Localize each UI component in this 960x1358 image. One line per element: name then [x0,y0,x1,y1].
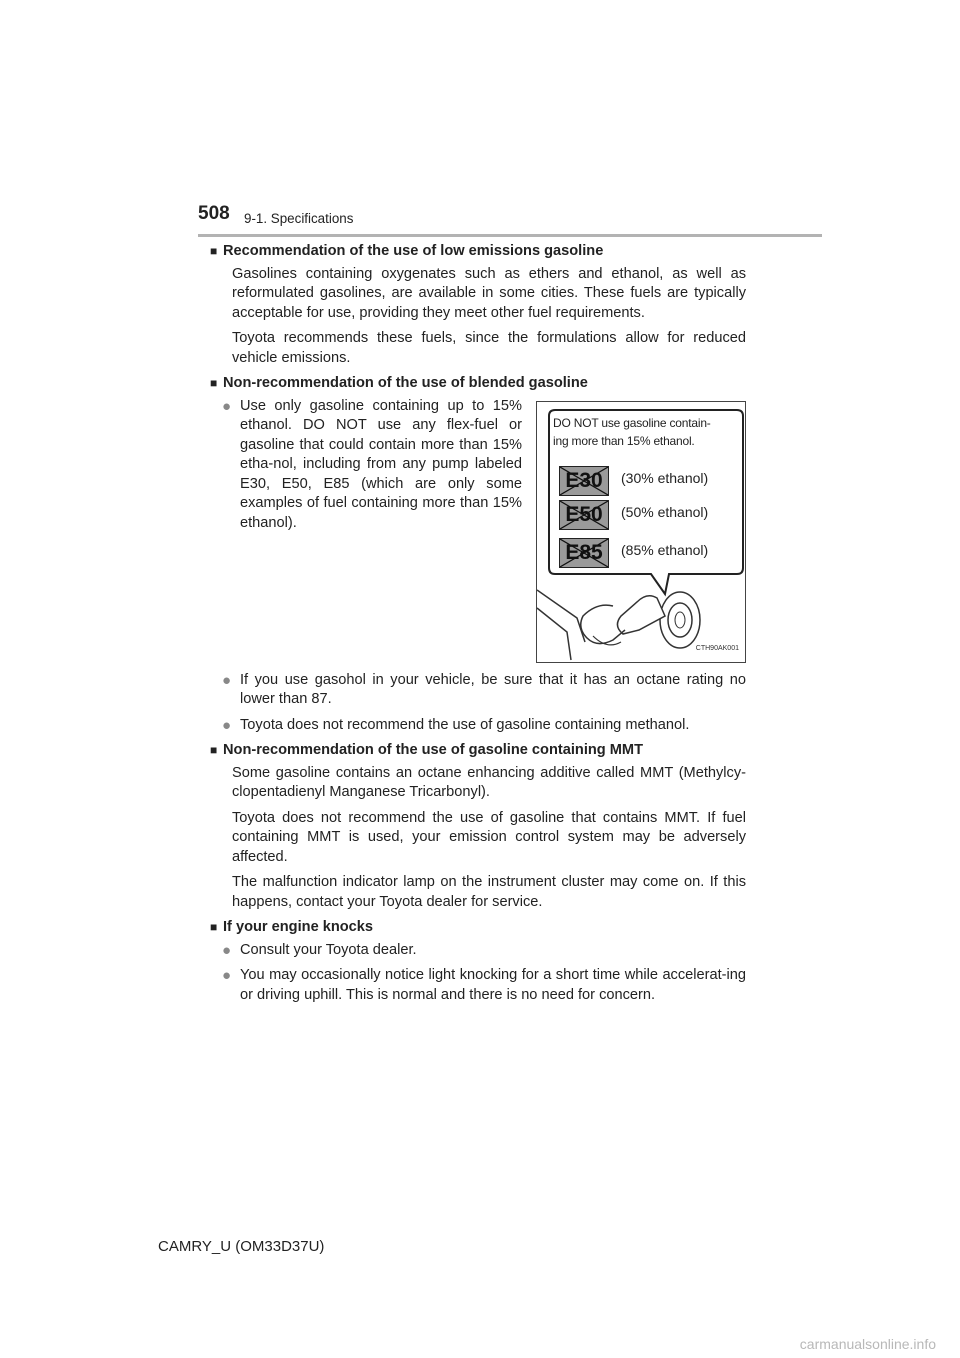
paragraph: Some gasoline contains an octane enhancing additive called MMT (Methylcy-clopentadienyl Manganese Tricarbonyl). [232,764,746,800]
bullet-with-figure [210,397,746,663]
heading-knock: ■ If your engine knocks [210,918,746,938]
circle-bullet-icon: ● [222,716,232,734]
page-number: 508 [198,203,230,224]
ethanol-warning-figure [536,401,746,663]
section-title: 9-1. Specifications [244,211,354,226]
circle-bullet-icon: ● [222,671,232,689]
page-content [210,242,746,1011]
square-bullet-icon: ■ [210,244,218,258]
circle-bullet-icon: ● [222,397,232,415]
paragraph: Toyota does not recommend the use of gasoline that contains MMT. If fuel containing MMT is used, your emission control system may be adversely affected. [232,809,746,865]
watermark: carmanualsonline.info [799,1336,936,1352]
figure-id: CTH90AK001 [695,645,739,652]
heading-low-emissions: ■ Recommendation of the use of low emissions gasoline [210,242,746,262]
list-item: ● Toyota does not recommend the use of gasoline containing methanol. [222,716,690,734]
circle-bullet-icon: ● [222,941,232,959]
list-item: ● If you use gasohol in your vehicle, be sure that it has an octane rating no lower than 87. [222,671,746,707]
square-bullet-icon: ■ [210,376,218,390]
circle-bullet-icon: ● [222,967,232,984]
figure-callout: DO NOT use gasoline contain- ing more than 15% ethanol. [553,415,711,448]
square-bullet-icon: ■ [210,920,218,934]
list-item: ● Consult your Toyota dealer. [222,941,417,959]
fuel-code-description: (50% ethanol) [621,503,709,520]
paragraph: The malfunction indicator lamp on the instrument cluster may come on. If this happens, contact your Toyota dealer for service. [232,874,746,910]
fuel-code-e30: E30 [559,466,609,496]
fuel-code-description: (30% ethanol) [621,469,709,486]
paragraph: Toyota recommends these fuels, since the formulations allow for reduced vehicle emissions. [232,330,746,366]
fuel-code-description: (85% ethanol) [621,541,709,558]
list-item: ● Use only gasoline containing up to 15% ethanol. DO NOT use any flex-fuel or gasoline that could contain more than 15% etha-nol, including from any pump labeled E30, E50, E85 (which are only some examples of fuel containing more than 15% ethanol). [222,397,522,531]
paragraph: Gasolines containing oxygenates such as ethers and ethanol, as well as reformulated gasolines, are available in some cities. These fuels are typically acceptable for use, providing they meet other fuel requirements. [232,265,746,321]
list-item: ● You may occasionally notice light knocking for a short time while accelerat-ing or driving uphill. This is normal and there is no need for concern. [222,967,746,1003]
fuel-code-e85: E85 [559,538,609,568]
heading-blended: ■ Non-recommendation of the use of blended gasoline [210,374,746,394]
heading-mmt: ■ Non-recommendation of the use of gasoline containing MMT [210,741,746,761]
page-header [198,200,822,237]
footer-model: CAMRY_U (OM33D37U) [158,1238,325,1255]
square-bullet-icon: ■ [210,743,218,757]
fuel-code-e50: E50 [559,500,609,530]
